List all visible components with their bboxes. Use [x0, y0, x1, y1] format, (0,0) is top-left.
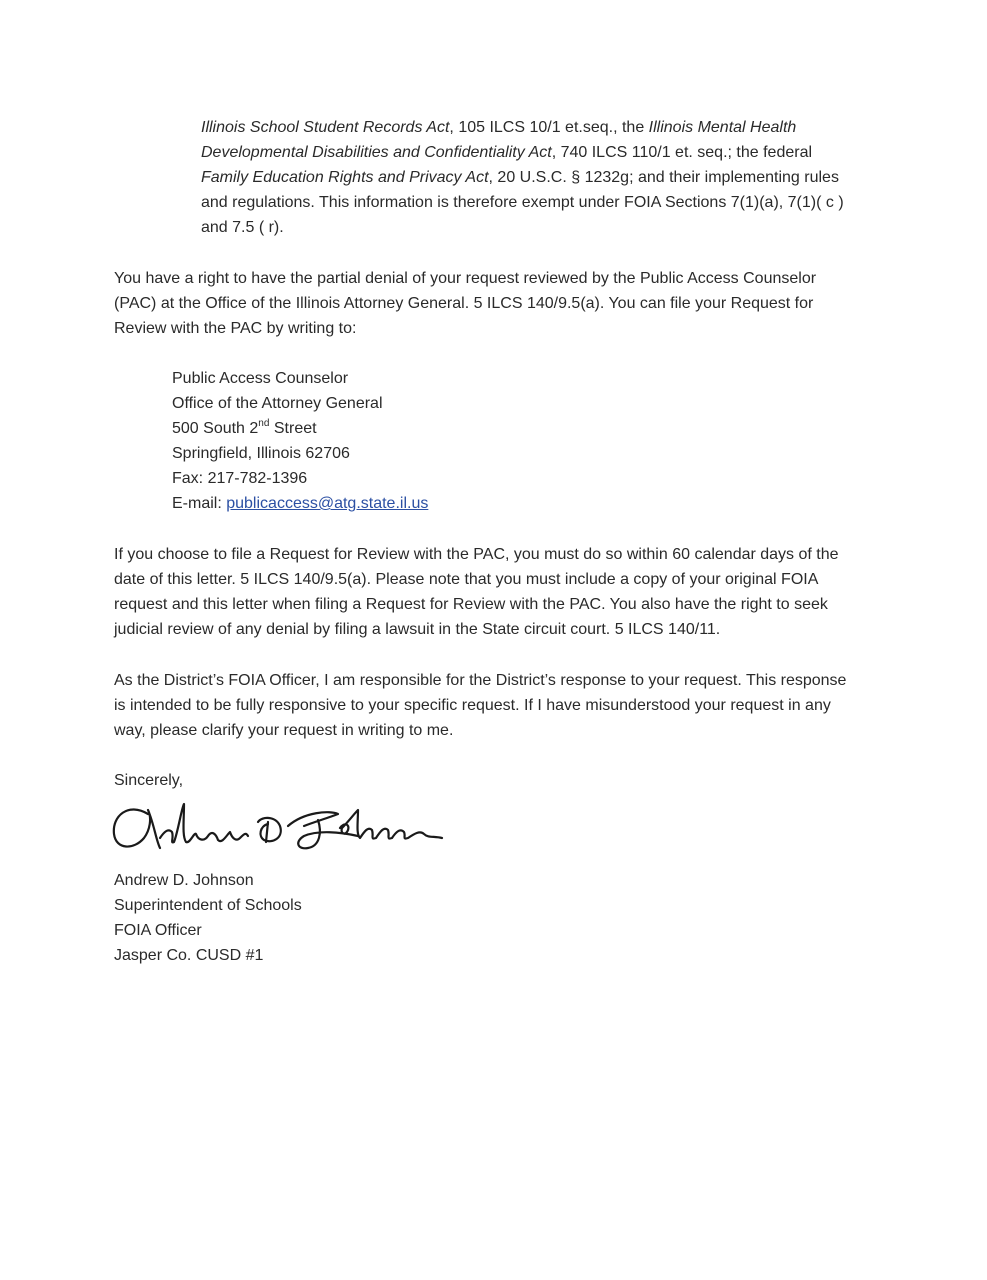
act-name: Illinois School Student Records Act: [201, 119, 450, 136]
paragraph-line: request and this letter when filing a Request for Review with the PAC. You also have the right to seek: [114, 596, 828, 613]
address-fax: Fax: 217-782-1396: [172, 470, 308, 487]
signer-role: FOIA Officer: [114, 922, 202, 939]
pac-address-block: [172, 366, 672, 516]
act-name: Illinois Mental Health: [648, 119, 797, 136]
paragraph-line: If you choose to file a Request for Review with the PAC, you must do so within 60 calendar days of the: [114, 546, 839, 563]
email-link[interactable]: publicaccess@atg.state.il.us: [226, 495, 429, 512]
officer-paragraph: [114, 668, 874, 743]
quote-line-3: Family Education Rights and Privacy Act, 20 U.S.C. § 1232g; and their implementing rules: [201, 169, 839, 186]
quote-line-2: Developmental Disabilities and Confidentiality Act, 740 ILCS 110/1 et. seq.; the federal: [201, 144, 813, 161]
paragraph-line: way, please clarify your request in writing to me.: [114, 722, 454, 739]
paragraph-line: Review with the PAC by writing to:: [114, 320, 357, 337]
paragraph-line: judicial review of any denial by filing a lawsuit in the State circuit court. 5 ILCS 140/11.: [114, 621, 721, 638]
address-email: E-mail: publicaccess@atg.state.il.us: [172, 495, 429, 512]
signer-block: [114, 868, 302, 968]
address-city: Springfield, Illinois 62706: [172, 445, 350, 462]
paragraph-line: (PAC) at the Office of the Illinois Attorney General. 5 ILCS 140/9.5(a). You can file your Request for: [114, 295, 814, 312]
address-street: 500 South 2nd Street: [172, 417, 317, 437]
quote-line-1: Illinois School Student Records Act, 105 ILCS 10/1 et.seq., the Illinois Mental Health: [201, 119, 797, 136]
quote-line-4: and regulations. This information is therefore exempt under FOIA Sections 7(1)(a), 7(1)( c ): [201, 194, 844, 211]
signature-image: [108, 792, 453, 862]
statute-quote: [201, 115, 881, 240]
quote-line-5: and 7.5 ( r).: [201, 219, 284, 236]
signer-title: Superintendent of Schools: [114, 897, 302, 914]
closing: Sincerely,: [114, 772, 184, 789]
signer-name: Andrew D. Johnson: [114, 872, 254, 889]
address-name: Public Access Counselor: [172, 370, 349, 387]
act-name: Developmental Disabilities and Confidentiality Act: [201, 144, 552, 161]
paragraph-line: As the District’s FOIA Officer, I am responsible for the District’s response to your request. This response: [114, 672, 847, 689]
act-name: Family Education Rights and Privacy Act: [201, 169, 489, 186]
paragraph-line: date of this letter. 5 ILCS 140/9.5(a). Please note that you must include a copy of your original FOIA: [114, 571, 819, 588]
deadline-paragraph: [114, 542, 874, 642]
review-paragraph: [114, 266, 874, 341]
paragraph-line: You have a right to have the partial denial of your request reviewed by the Public Access Counselor: [114, 270, 817, 287]
signer-district: Jasper Co. CUSD #1: [114, 947, 264, 964]
paragraph-line: is intended to be fully responsive to your specific request. If I have misunderstood your request in any: [114, 697, 831, 714]
address-office: Office of the Attorney General: [172, 395, 383, 412]
